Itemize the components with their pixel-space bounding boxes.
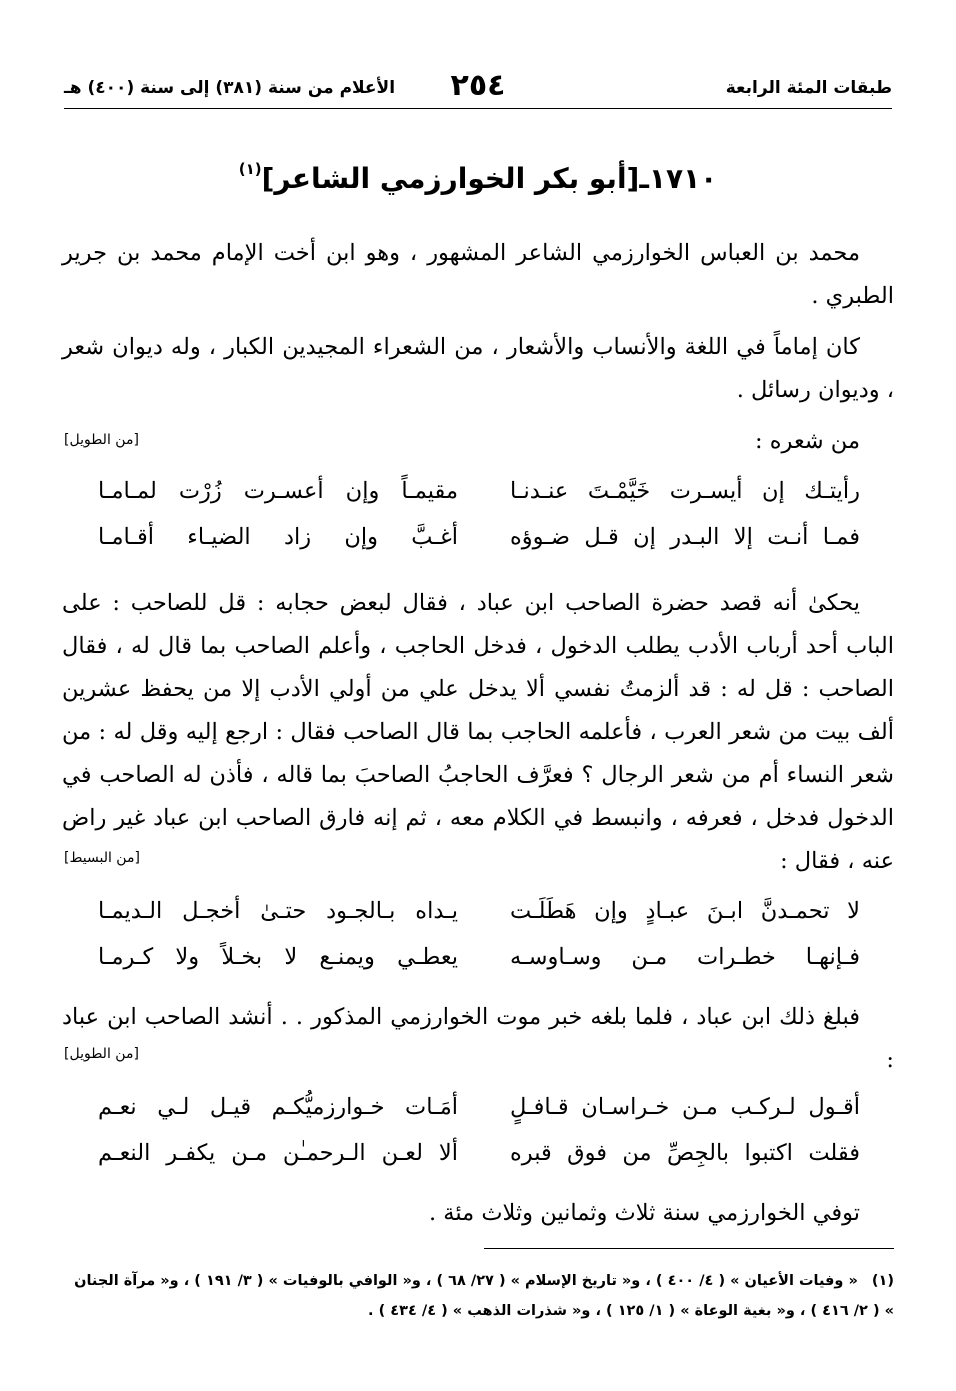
- verse-2: [64, 524, 894, 564]
- footnote-ref: (١): [238, 160, 262, 178]
- verse-4-first-hemistich: فـإنهـا خطـرات مـن وسـاوسـه: [510, 944, 860, 970]
- verse-3-second-hemistich: يـداه بـالجـود حتـىٰ أخجـل الـديمـا: [98, 898, 458, 924]
- verse-1-second-hemistich: مقيمـاً وإن أعسـرت زُرْت لمـامـا: [98, 478, 458, 504]
- verse-5-first-hemistich: أقـول لـركـب مـن خـراسـان قـافـلٍ: [510, 1094, 860, 1120]
- entry-title-text: ١٧١٠ـ[أبو بكر الخوارزمي الشاعر]: [261, 162, 718, 195]
- verse-2-first-hemistich: فمـا أنـت إلا البـدر إن قـل ضـوؤه: [510, 524, 860, 550]
- paragraph-story: [62, 582, 894, 883]
- running-header: [64, 68, 892, 106]
- verse-6-second-hemistich: ألا لعـن الـرحمـٰن مـن يكفـر النعـم: [98, 1140, 458, 1166]
- paragraph-5-text: فبلغ ذلك ابن عباد ، فلما بلغه خبر موت الخوارزمي المذكور . . أنشد الصاحب ابن عباد :: [62, 1004, 894, 1073]
- verse-3: [64, 898, 894, 938]
- paragraph-1-text: محمد بن العباس الخوارزمي الشاعر المشهور ، وهو ابن أخت الإمام محمد بن جرير الطبري .: [62, 240, 894, 309]
- page-number: ٢٥٤: [450, 68, 506, 103]
- meter-label-1: [من الطويل]: [64, 432, 139, 448]
- verse-3-first-hemistich: لا تحمـدنَّ ابـنَ عبـادٍ وإن هَطَلَـت: [510, 898, 860, 924]
- meter-label-2: [من البسيط]: [64, 850, 140, 866]
- paragraph-1: [62, 232, 894, 318]
- verse-4: [64, 944, 894, 984]
- paragraph-6: [62, 1192, 894, 1235]
- header-rule: [64, 108, 892, 109]
- volume-range: الأعلام من سنة (٣٨١) إلى سنة (٤٠٠) هـ: [64, 78, 396, 98]
- paragraph-5: [62, 996, 894, 1082]
- meter-label-3: [من الطويل]: [64, 1046, 139, 1062]
- verse-4-second-hemistich: يعطـي ويمنـع لا بخـلاً ولا كـرمـا: [98, 944, 458, 970]
- paragraph-2: [62, 326, 894, 412]
- verse-5: [64, 1094, 894, 1134]
- footnote: [62, 1266, 894, 1326]
- entry-title: [0, 160, 956, 195]
- footnote-text: « وفيات الأعيان » ( ٤/ ٤٠٠ ) ، و« تاريخ الإسلام » ( ٢٧/ ٦٨ ) ، و« الوافي بالوفيات » ( ٣/ ١٩١ ) ، و« مرآة الجنان » ( ٢/ ٤١٦ ) ، و« بغية الوعاة » ( ١/ ١٢٥ ) ، و« شذرات الذهب » ( ٤/ ٤٣٤ ) .: [74, 1273, 894, 1319]
- footnote-number: (١): [871, 1273, 894, 1289]
- paragraph-6-text: توفي الخوارزمي سنة ثلاث وثمانين وثلاث مئة .: [428, 1200, 860, 1226]
- paragraph-story-text: يحكىٰ أنه قصد حضرة الصاحب ابن عباد ، فقال لبعض حجابه : قل للصاحب : على الباب أحد أرباب الأدب يطلب الدخول ، فدخل الحاجب ، وأعلم الصاحب بما قال له ، فقال الصاحب : قل له : قد ألزمتُ نفسي ألا يدخل علي من أولي الأدب إلا من يحفظ عشرين ألف بيت من شعر العرب ، فأعلمه الحاجب بما قال الصاحب فقال : ارجع إليه وقل له : من شعر النساء أم من شعر الرجال ؟ فعرَّف الحاجبُ الصاحبَ بما قاله ، فأذن له الصاحب في الدخول فدخل ، فعرفه ، وانبسط في الكلام معه ، ثم إنه فارق الصاحب ابن عباد غير راض عنه ، فقال :: [62, 590, 894, 874]
- verse-6-first-hemistich: فقلت اكتبوا بالجِصِّ من فوق قبره: [510, 1140, 860, 1166]
- verse-1-first-hemistich: رأيتـك إن أيسـرت خَيَّمْـتَ عنـدنـا: [510, 478, 860, 504]
- section-title: طبقات المئة الرابعة: [725, 78, 892, 98]
- footnote-rule: [484, 1248, 894, 1249]
- verse-2-second-hemistich: أغـبَّ وإن زاد الضيـاء أقـامـا: [98, 524, 458, 550]
- poem-intro: من شعره :: [755, 428, 860, 454]
- paragraph-2-text: كان إماماً في اللغة والأنساب والأشعار ، من الشعراء المجيدين الكبار ، وله ديوان شعر ، وديوان رسائل .: [62, 334, 894, 403]
- verse-1: [64, 478, 894, 518]
- verse-5-second-hemistich: أمَـات خـوارزميُّكـم قيـل لـي نعـم: [98, 1094, 458, 1120]
- verse-6: [64, 1140, 894, 1180]
